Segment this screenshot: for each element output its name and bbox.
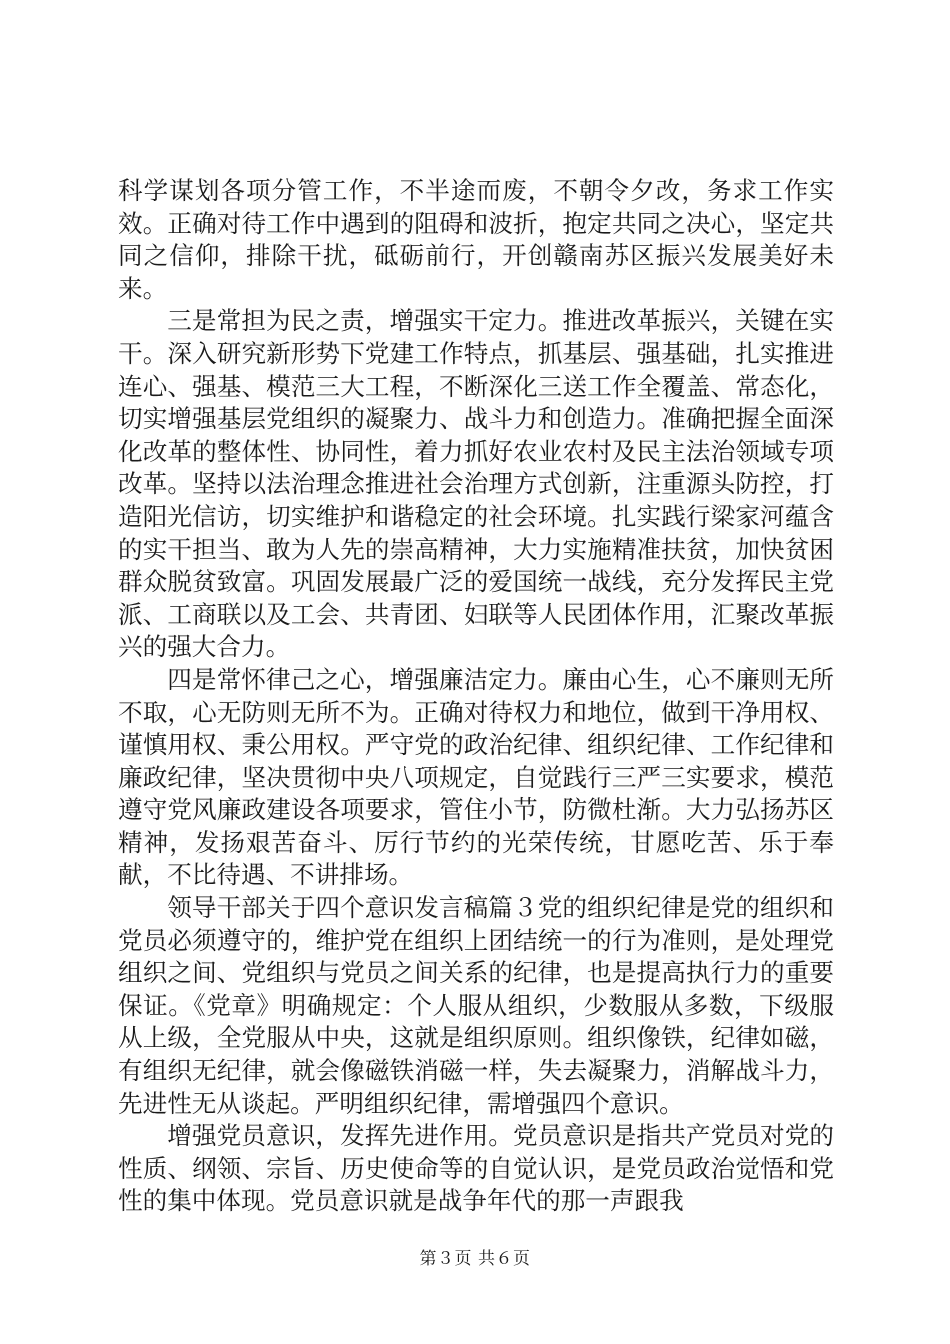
paragraph-5: 增强党员意识，发挥先进作用。党员意识是指共产党员对党的性质、纲领、宗旨、历史使命等的自觉认识，是党员政治觉悟和党性的集中体现。党员意识就是战争年代的那一声跟我 xyxy=(118,1121,834,1216)
paragraph-3: 四是常怀律己之心，增强廉洁定力。廉由心生，心不廉则无所不取，心无防则无所不为。正确对待权力和地位，做到干净用权、谨慎用权、秉公用权。严守党的政治纪律、组织纪律、工作纪律和廉政纪律，坚决贯彻中央八项规定，自觉践行三严三实要求，模范遵守党风廉政建设各项要求，管住小节，防微杜渐。大力弘扬苏区精神，发扬艰苦奋斗、厉行节约的光荣传统，甘愿吃苦、乐于奉献，不比待遇、不讲排场。 xyxy=(118,664,834,890)
paragraph-4: 领导干部关于四个意识发言稿篇３党的组织纪律是党的组织和党员必须遵守的，维护党在组织上团结统一的行为准则，是处理党组织之间、党组织与党员之间关系的纪律，也是提高执行力的重要保证。《党章》明确规定：个人服从组织，少数服从多数，下级服从上级，全党服从中央，这就是组织原则。组织像铁，纪律如磁，有组织无纪律，就会像磁铁消磁一样，失去凝聚力，消解战斗力，先进性无从谈起。严明组织纪律，需增强四个意识。 xyxy=(118,893,834,1118)
page-number-footer: 第３页 共６页 xyxy=(419,1249,531,1269)
paragraph-2: 三是常担为民之责，增强实干定力。推进改革振兴，关键在实干。深入研究新形势下党建工作特点，抓基层、强基础，扎实推进连心、强基、模范三大工程，不断深化三送工作全覆盖、常态化，切实增强基层党组织的凝聚力、战斗力和创造力。准确把握全面深化改革的整体性、协同性，着力抓好农业农村及民主法治领域专项改革。坚持以法治理念推进社会治理方式创新，注重源头防控，打造阳光信访，切实维护和谐稳定的社会环境。扎实践行梁家河蕴含的实干担当、敢为人先的崇高精神，大力实施精准扶贫，加快贫困群众脱贫致富。巩固发展最广泛的爱国统一战线，充分发挥民主党派、工商联以及工会、共青团、妇联等人民团体作用，汇聚改革振兴的强大合力。 xyxy=(118,306,834,662)
paragraph-1: 科学谋划各项分管工作，不半途而废，不朝令夕改，务求工作实效。正确对待工作中遇到的阻碍和波折，抱定共同之决心，坚定共同之信仰，排除干扰，砥砺前行，开创赣南苏区振兴发展美好未来。 xyxy=(118,176,834,303)
document-body xyxy=(118,175,834,1218)
